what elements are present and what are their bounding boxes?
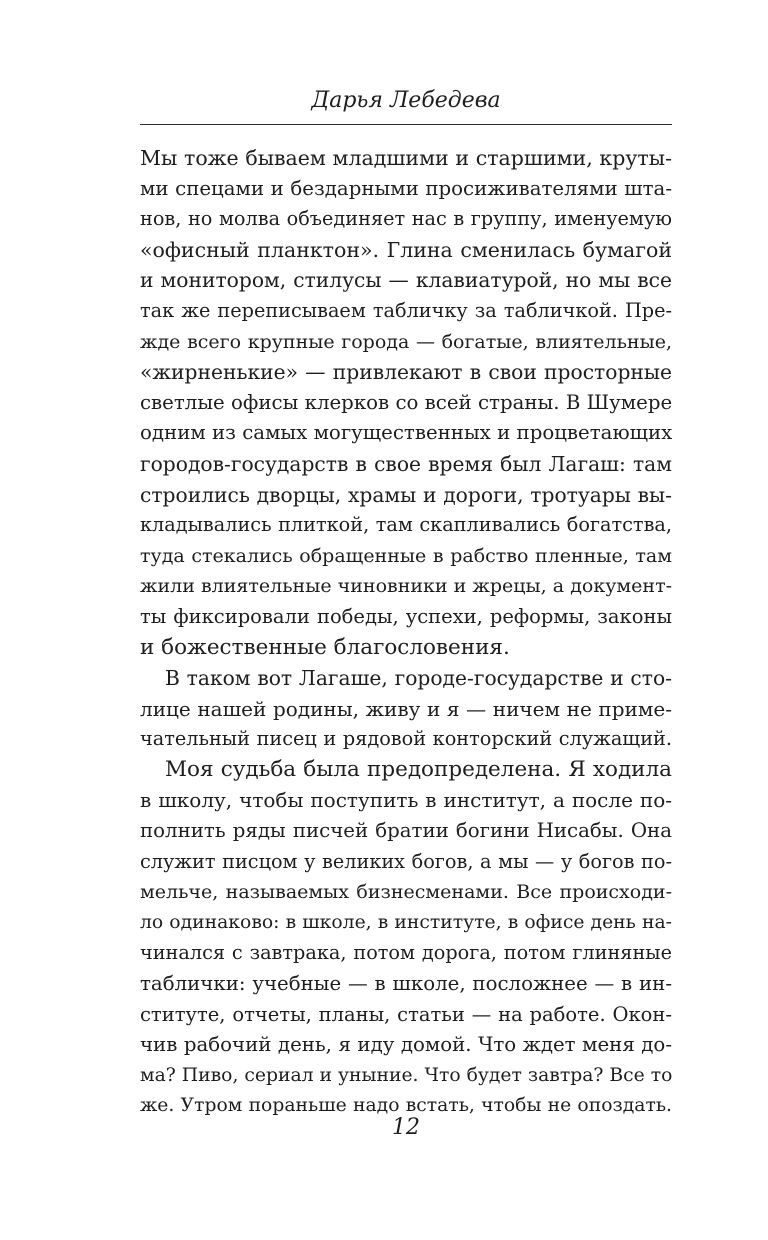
text-line: таблички: учебные — в школе, посложнее — в ин- [140,972,672,996]
text-line: одним из самых могущественных и процветающих [140,421,673,445]
text-line: ституте, отчеты, планы, статьи — на работе. Окон- [140,1002,672,1026]
text-line: нов, но молва объединяет нас в группу, именуемую [140,207,672,231]
text-line: «офисный планктон». Глина сменилась бумагой [140,237,672,262]
text-line: светлые офисы клерков со всей страны. В Шумере [140,390,673,414]
running-header-author: Дарья Лебедева [311,88,501,113]
text-line: Мы тоже бываем младшими и старшими, круты- [140,146,672,170]
text-line: ты фиксировали победы, успехи, реформы, законы [140,604,672,628]
text-line: служит писцом у великих богов, а мы — у богов по- [140,849,672,873]
text-line: чив рабочий день, я иду домой. Что ждет меня до- [140,1033,672,1057]
text-line: строились дворцы, храмы и дороги, тротуары вы- [140,482,672,507]
header-divider [140,124,672,125]
text-line: кладывались плиткой, там скапливались богатства, [140,513,672,537]
paragraph-1 [140,143,672,663]
text-line: чательный писец и рядовой конторский служащий. [140,727,672,751]
text-line: жде всего крупные города — богатые, влиятельные, [140,330,672,353]
text-line: и монитором, стилусы — клавиатурой, но мы все [140,268,672,293]
text-line: Моя судьба была предопределена. Я ходила [165,756,672,782]
text-line: туда стекались обращенные в рабство пленные, там [140,544,672,567]
text-line: лице нашей родины, живу и я — ничем не приме- [140,696,672,721]
text-line: в школу, чтобы поступить в институт, а после по- [140,788,672,813]
body-text [140,143,672,1122]
paragraph-2 [140,663,672,755]
text-line: так же переписываем табличку за табличкой. Пре- [140,298,672,322]
text-line: городов-государств в свое время был Лагаш: там [140,451,672,476]
text-line: и божественные благословения. [140,634,510,660]
text-line: ло одинаково: в школе, в институте, в офисе день на- [140,911,672,933]
text-line: ми спецами и бездарными просиживателями шта- [140,176,672,200]
text-line: чинался с завтрака, потом дорога, потом глиняные [140,941,672,965]
text-line: жили влиятельные чиновники и жрецы, а документ- [140,575,672,598]
text-line: ма? Пиво, сериал и уныние. Что будет завтра? Все то [140,1064,673,1086]
text-line: «жирненькие» — привлекают в свои просторные [140,360,672,385]
page-number: 12 [392,1115,420,1140]
text-line: же. Утром пораньше надо встать, чтобы не опоздать. [140,1095,672,1117]
text-line: В таком вот Лагаше, городе-государстве и сто- [165,666,672,691]
text-line: полнить ряды писчей братии богини Нисабы. Она [140,819,672,843]
paragraph-3 [140,755,672,1122]
text-line: мельче, называемых бизнесменами. Все происходи- [140,881,672,904]
